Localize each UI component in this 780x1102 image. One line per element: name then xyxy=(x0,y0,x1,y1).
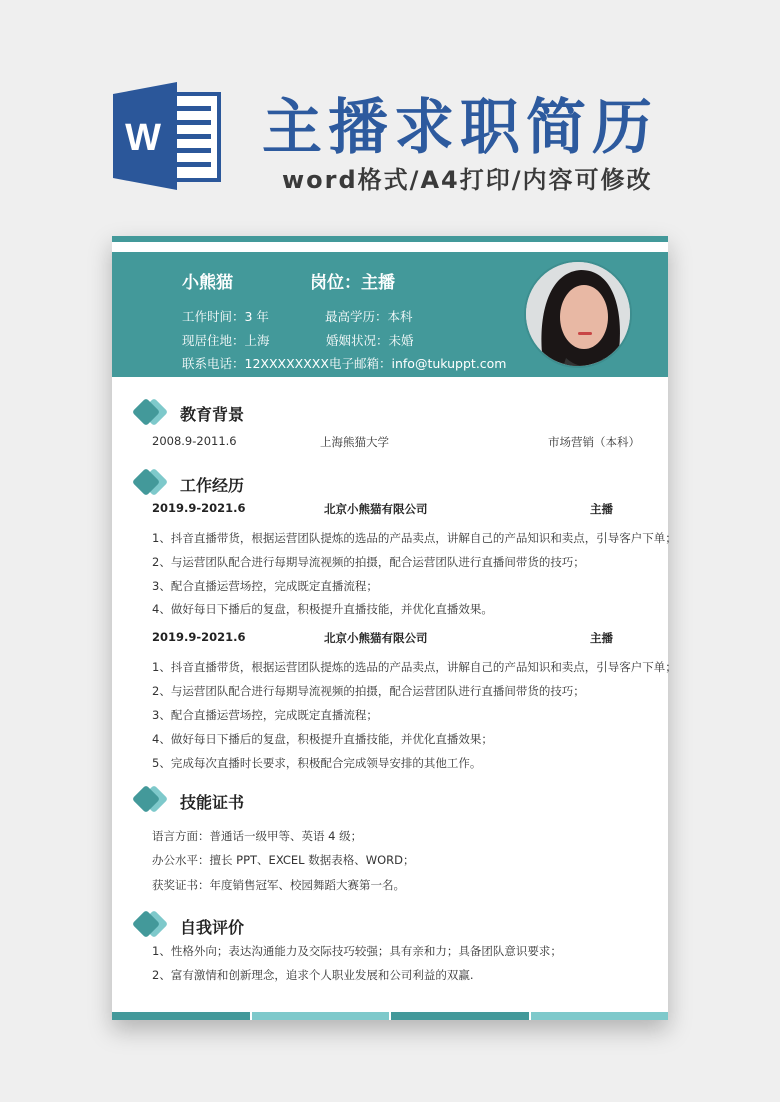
job-duty: 5、完成每次直播时长要求，积极配合完成领导安排的其他工作。 xyxy=(152,756,482,770)
job-duty: 1、抖音直播带货，根据运营团队提炼的选品的产品卖点，讲解自己的产品知识和卖点，引导客户下单； xyxy=(152,531,677,545)
resume-page xyxy=(112,236,677,1020)
job-duty: 4、做好每日下播后的复盘，积极提升直播技能，并优化直播效果； xyxy=(152,732,493,746)
bar-segment xyxy=(391,1012,529,1020)
self-item: 1、性格外向；表达沟通能力及交际技巧较强；具有亲和力；具备团队意识要求； xyxy=(152,944,562,958)
page-title: 主播求职简历 xyxy=(262,93,658,163)
job-company: 北京小熊猫有限公司 xyxy=(324,631,428,645)
section-diamond-icon xyxy=(132,910,170,940)
job-duty: 4、做好每日下播后的复盘，积极提升直播技能，并优化直播效果。 xyxy=(152,602,493,616)
section-title-education: 教育背景 xyxy=(180,405,245,424)
edu-school: 上海熊猫大学 xyxy=(320,435,389,449)
job-duty: 2、与运营团队配合进行每期导流视频的拍摄，配合运营团队进行直播间带货的技巧； xyxy=(152,684,585,698)
job-duty: 3、配合直播运营场控，完成既定直播流程； xyxy=(152,579,378,593)
profile-name: 小熊猫 xyxy=(182,273,233,293)
section-title-self: 自我评价 xyxy=(180,918,245,937)
section-diamond-icon xyxy=(132,468,170,498)
profile-header xyxy=(112,252,668,377)
top-stripe xyxy=(112,236,668,242)
skill-item: 获奖证书：年度销售冠军、校园舞蹈大赛第一名。 xyxy=(152,878,405,892)
skill-item: 办公水平：擅长 PPT、EXCEL 数据表格、WORD； xyxy=(152,853,415,867)
bar-segment xyxy=(252,1012,390,1020)
info-education: 最高学历：本科 xyxy=(325,309,413,324)
job-period: 2019.9-2021.6 xyxy=(152,630,246,644)
skill-item: 语言方面：普通话一级甲等、英语 4 级； xyxy=(152,829,363,843)
svg-text:W: W xyxy=(125,117,161,159)
job-role: 主播 xyxy=(590,502,613,516)
job-duty: 1、抖音直播带货，根据运营团队提炼的选品的产品卖点，讲解自己的产品知识和卖点，引导客户下单； xyxy=(152,660,677,674)
bottom-bars xyxy=(112,1012,668,1020)
job-duty: 3、配合直播运营场控，完成既定直播流程； xyxy=(152,708,378,722)
self-item: 2、富有激情和创新理念，追求个人职业发展和公司利益的双赢. xyxy=(152,968,474,982)
word-icon xyxy=(113,82,221,190)
profile-photo xyxy=(524,260,632,368)
job-role: 主播 xyxy=(590,631,613,645)
section-title-work: 工作经历 xyxy=(180,476,245,495)
page-subtitle: word格式/A4打印/内容可修改 xyxy=(282,166,653,194)
job-company: 北京小熊猫有限公司 xyxy=(324,502,428,516)
info-work-years: 工作时间：3 年 xyxy=(182,309,269,324)
job-period: 2019.9-2021.6 xyxy=(152,501,246,515)
edu-major: 市场营销（本科） xyxy=(548,435,640,449)
bar-segment xyxy=(531,1012,669,1020)
info-marital: 婚姻状况：未婚 xyxy=(326,333,414,348)
bar-segment xyxy=(112,1012,250,1020)
section-title-skills: 技能证书 xyxy=(180,793,245,812)
info-email: 电子邮箱：info@tukuppt.com xyxy=(329,356,507,371)
info-residence: 现居住地：上海 xyxy=(182,333,270,348)
profile-position: 岗位：主播 xyxy=(310,273,395,293)
section-diamond-icon xyxy=(132,398,170,428)
section-diamond-icon xyxy=(132,785,170,815)
edu-period: 2008.9-2011.6 xyxy=(152,434,237,448)
job-duty: 2、与运营团队配合进行每期导流视频的拍摄，配合运营团队进行直播间带货的技巧； xyxy=(152,555,585,569)
info-phone: 联系电话：12XXXXXXXX xyxy=(182,356,329,371)
